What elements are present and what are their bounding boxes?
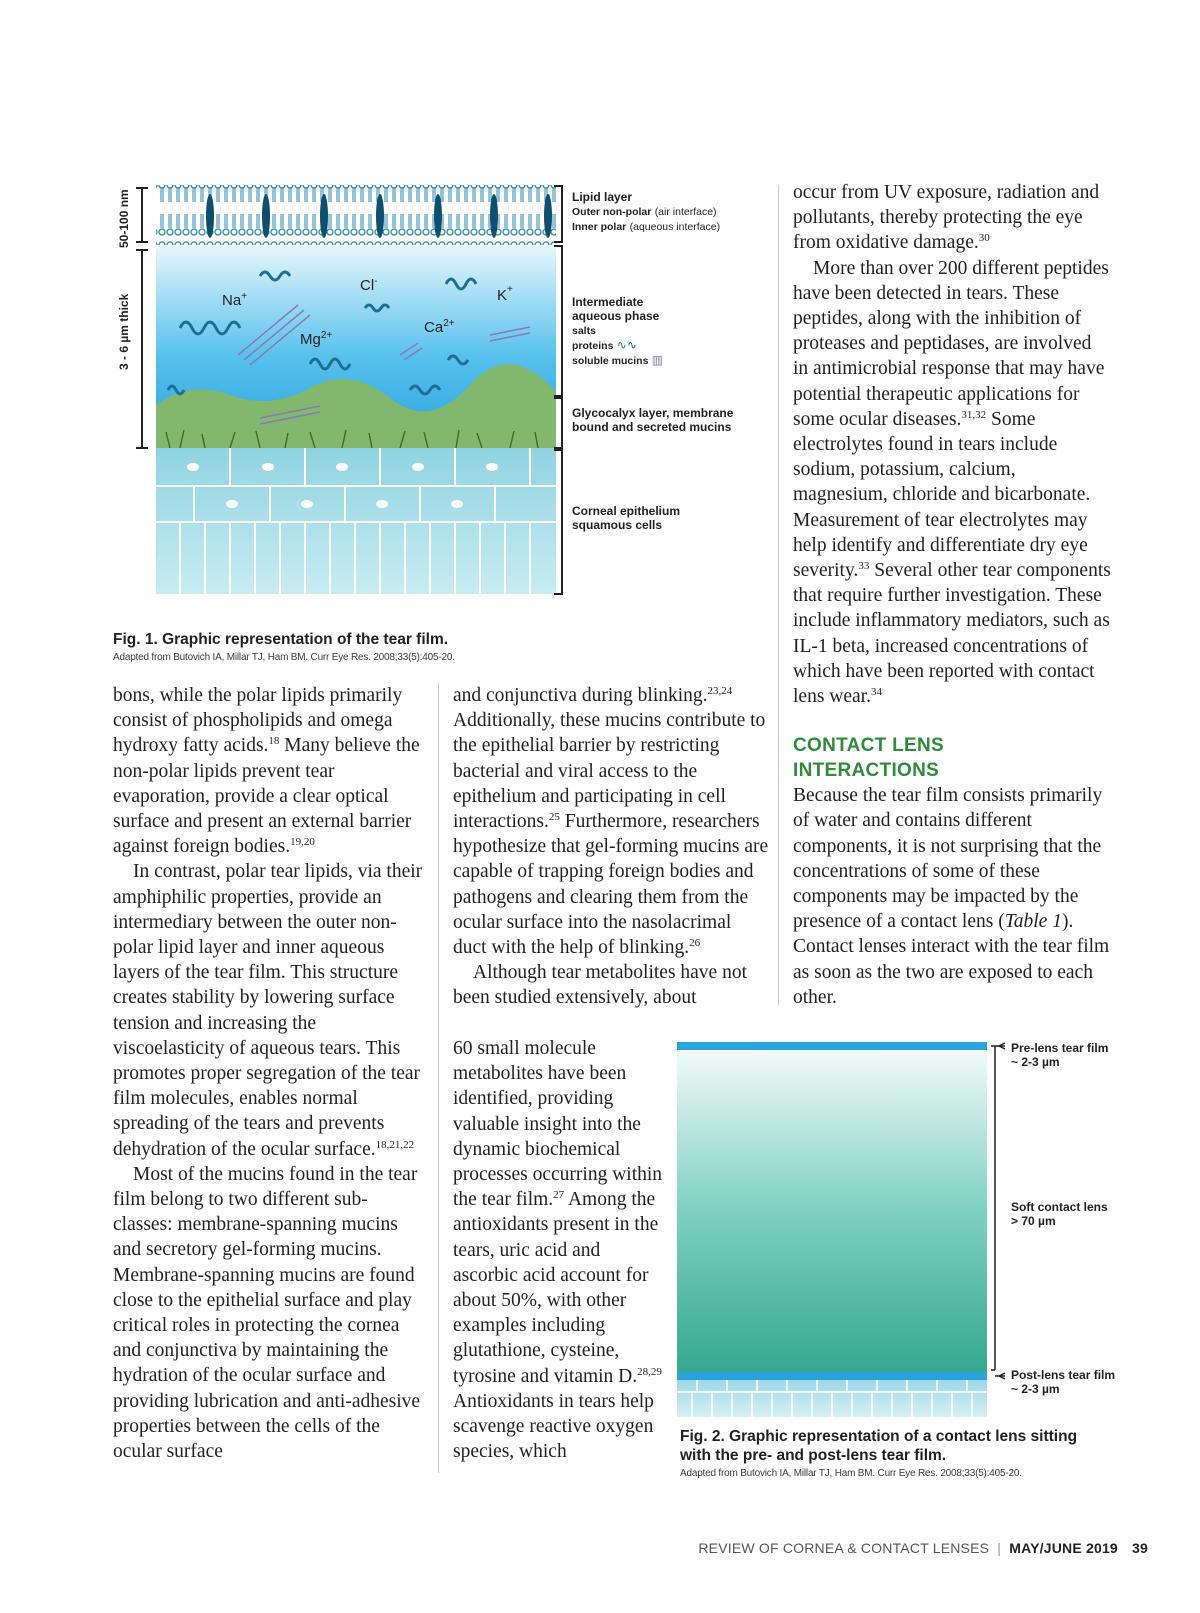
section-heading [793,733,1111,783]
footer-separator: | [997,1540,1002,1556]
epithelium-cells [677,1380,987,1417]
contact-lens-diagram [677,1042,1137,1417]
tear-film-diagram [110,180,770,620]
ion-ca: $Ca^{2+}$ [424,318,455,336]
soft-contact-lens [677,1050,987,1372]
col3-paragraph-1: occur from UV exposure, radiation and pollutants, thereby protecting the eye from oxidative damage.$^{30}$ [793,182,1100,254]
column-divider-2 [778,185,779,1005]
figure-1-caption-source: Adapted from Butovich IA, Millar TJ, Ham BM. Curr Eye Res. 2008;33(5):405-20. [113,652,455,663]
issue-date: MAY/JUNE 2019 [1009,1540,1118,1556]
figure-2 [677,1042,1137,1417]
column-2-narrow [453,1036,668,1464]
label-soft-lens: Soft contact lens > 70 µm [1011,1200,1108,1228]
journal-name: REVIEW OF CORNEA & CONTACT LENSES [698,1540,990,1556]
figure-2-caption [680,1427,1150,1479]
ion-na: Na+ [222,291,248,309]
label-aqueous-phase: Intermediate aqueous phase salts proteins ∿∿ soluble mucins ▥ [572,295,664,367]
thickness-axis [117,188,148,448]
figure-1-caption-title: Fig. 1. Graphic representation of the tear film. [113,631,449,648]
figure-2-caption-line-2: with the pre- and post-lens tear film. [680,1447,947,1464]
col1-paragraph-1: bons, while the polar lipids primarily consist of phospholipids and omega hydroxy fatty acids.$^{18}$ Many believe the non-polar lipids prevent tear evaporation, provide a clear optical surface and present an external barrier against foreign bodies.$^{19,20}$ [113,685,420,858]
axis-label-nm: 50-100 nm [117,189,131,248]
section-heading-line-2: INTERACTIONS [793,760,940,782]
label-pre-lens: Pre-lens tear film ~ 2-3 µm [1011,1041,1109,1069]
page-number: 39 [1132,1540,1148,1556]
section-heading-line-1: CONTACT LENS [793,735,945,757]
figure-2-brackets [991,1043,1005,1379]
col1-paragraph-3: Most of the mucins found in the tear film belong to two different sub-classes: membrane-spanning mucins and secretory gel-forming mucins. Membrane-spanning mucins are found close to the epithelial surface and play critical roles in protecting the cornea and conjunctiva by maintaining the hydration of the ocular surface and providing lubrication and anti-adhesive properties between the cells of the ocular surface [113,1163,421,1463]
ion-k: K+ [497,284,513,304]
col2-paragraph-2-cont: 60 small molecule metabolites have been identified, providing valuable insight into the dynamic biochemical processes occurring within the tear film.$^{27}$ Among the antioxidants present in the tears, uric acid and ascorbic acid account for about 50%, with other examples including glutathione, cysteine, tyrosine and vitamin D.$^{28,29}$ Antioxidants in tears help scavenge reactive oxygen species, which [453,1038,663,1463]
corneal-epithelium [156,448,556,594]
figure-1 [110,180,770,620]
pre-lens-tear-film [677,1042,987,1050]
label-post-lens: Post-lens tear film ~ 2-3 µm [1011,1368,1116,1396]
axis-label-um: 3 - 6 µm thick [117,293,131,370]
col2-paragraph-2: Although tear metabolites have not been studied extensively, about [453,962,748,1009]
post-lens-tear-film [677,1372,987,1380]
column-2 [453,683,769,1011]
ion-cl: Cl- [360,276,378,294]
col3-paragraph-2: More than over 200 different peptides have been detected in tears. These peptides, along with the inhibition of proteases and peptidases, are involved in antimicrobial response that may have potential therapeutic applications for some ocular diseases.$^{31,32}$ Some electrolytes found in tears include sodium, potassium, calcium, magnesium, chloride and bicarbonate. Measurement of tear electrolytes may help identify and differentiate dry eye severity.$^{33}$ Several other tear components that require further investigation. These include inflammatory mediators, such as IL-1 beta, increased concentrations of which have been reported with contact lens wear.$^{34}$ [793,257,1111,708]
label-lipid-layer: Lipid layer Outer non-polar (air interface) Inner polar (aqueous interface) [572,190,721,233]
col3-paragraph-3: Because the tear film consists primarily of water and contains different components, it is not surprising that the concentrations of some of these components may be impacted by the presence of a contact lens (Table 1). Contact lenses interact with the tear film as soon as the two are exposed to each other. [793,785,1110,1008]
label-corneal-epithelium: Corneal epithelium squamous cells [572,504,681,532]
col1-paragraph-2: In contrast, polar tear lipids, via their amphiphilic properties, provide an intermediary between the outer non-polar lipid layer and inner aqueous layers of the tear film. This structure creates stability by lowering surface tension and increasing the viscoelasticity of aqueous tears. This promotes proper segregation of the tear film molecules, enables normal spreading of the tears and prevents dehydration of the ocular surface.$^{18,21,22}$ [113,861,423,1160]
page-footer [698,1540,1148,1556]
ion-mg: $Mg^{2+}$ [300,330,333,348]
column-3 [793,180,1111,1010]
col2-paragraph-1: and conjunctiva during blinking.$^{23,24}$ Additionally, these mucins contribute to the epithelial barrier by restricting bacterial and viral access to the epithelium and participating in cell interactions.$^{25}$ Furthermore, researchers hypothesize that gel-forming mucins are capable of trapping foreign bodies and pathogens and clearing them from the ocular surface into the nasolacrimal duct with the help of blinking.$^{26}$ [453,685,769,959]
figure-1-caption [113,630,753,663]
label-glycocalyx: Glycocalyx layer, membrane bound and secreted mucins [572,406,734,434]
column-1 [113,683,423,1464]
column-divider-1 [438,683,439,1473]
figure-2-caption-line-1: Fig. 2. Graphic representation of a contact lens sitting [680,1428,1078,1445]
figure-2-caption-source: Adapted from Butovich IA, Millar TJ, Ham BM. Curr Eye Res. 2008;33(5):405-20. [680,1468,1022,1479]
